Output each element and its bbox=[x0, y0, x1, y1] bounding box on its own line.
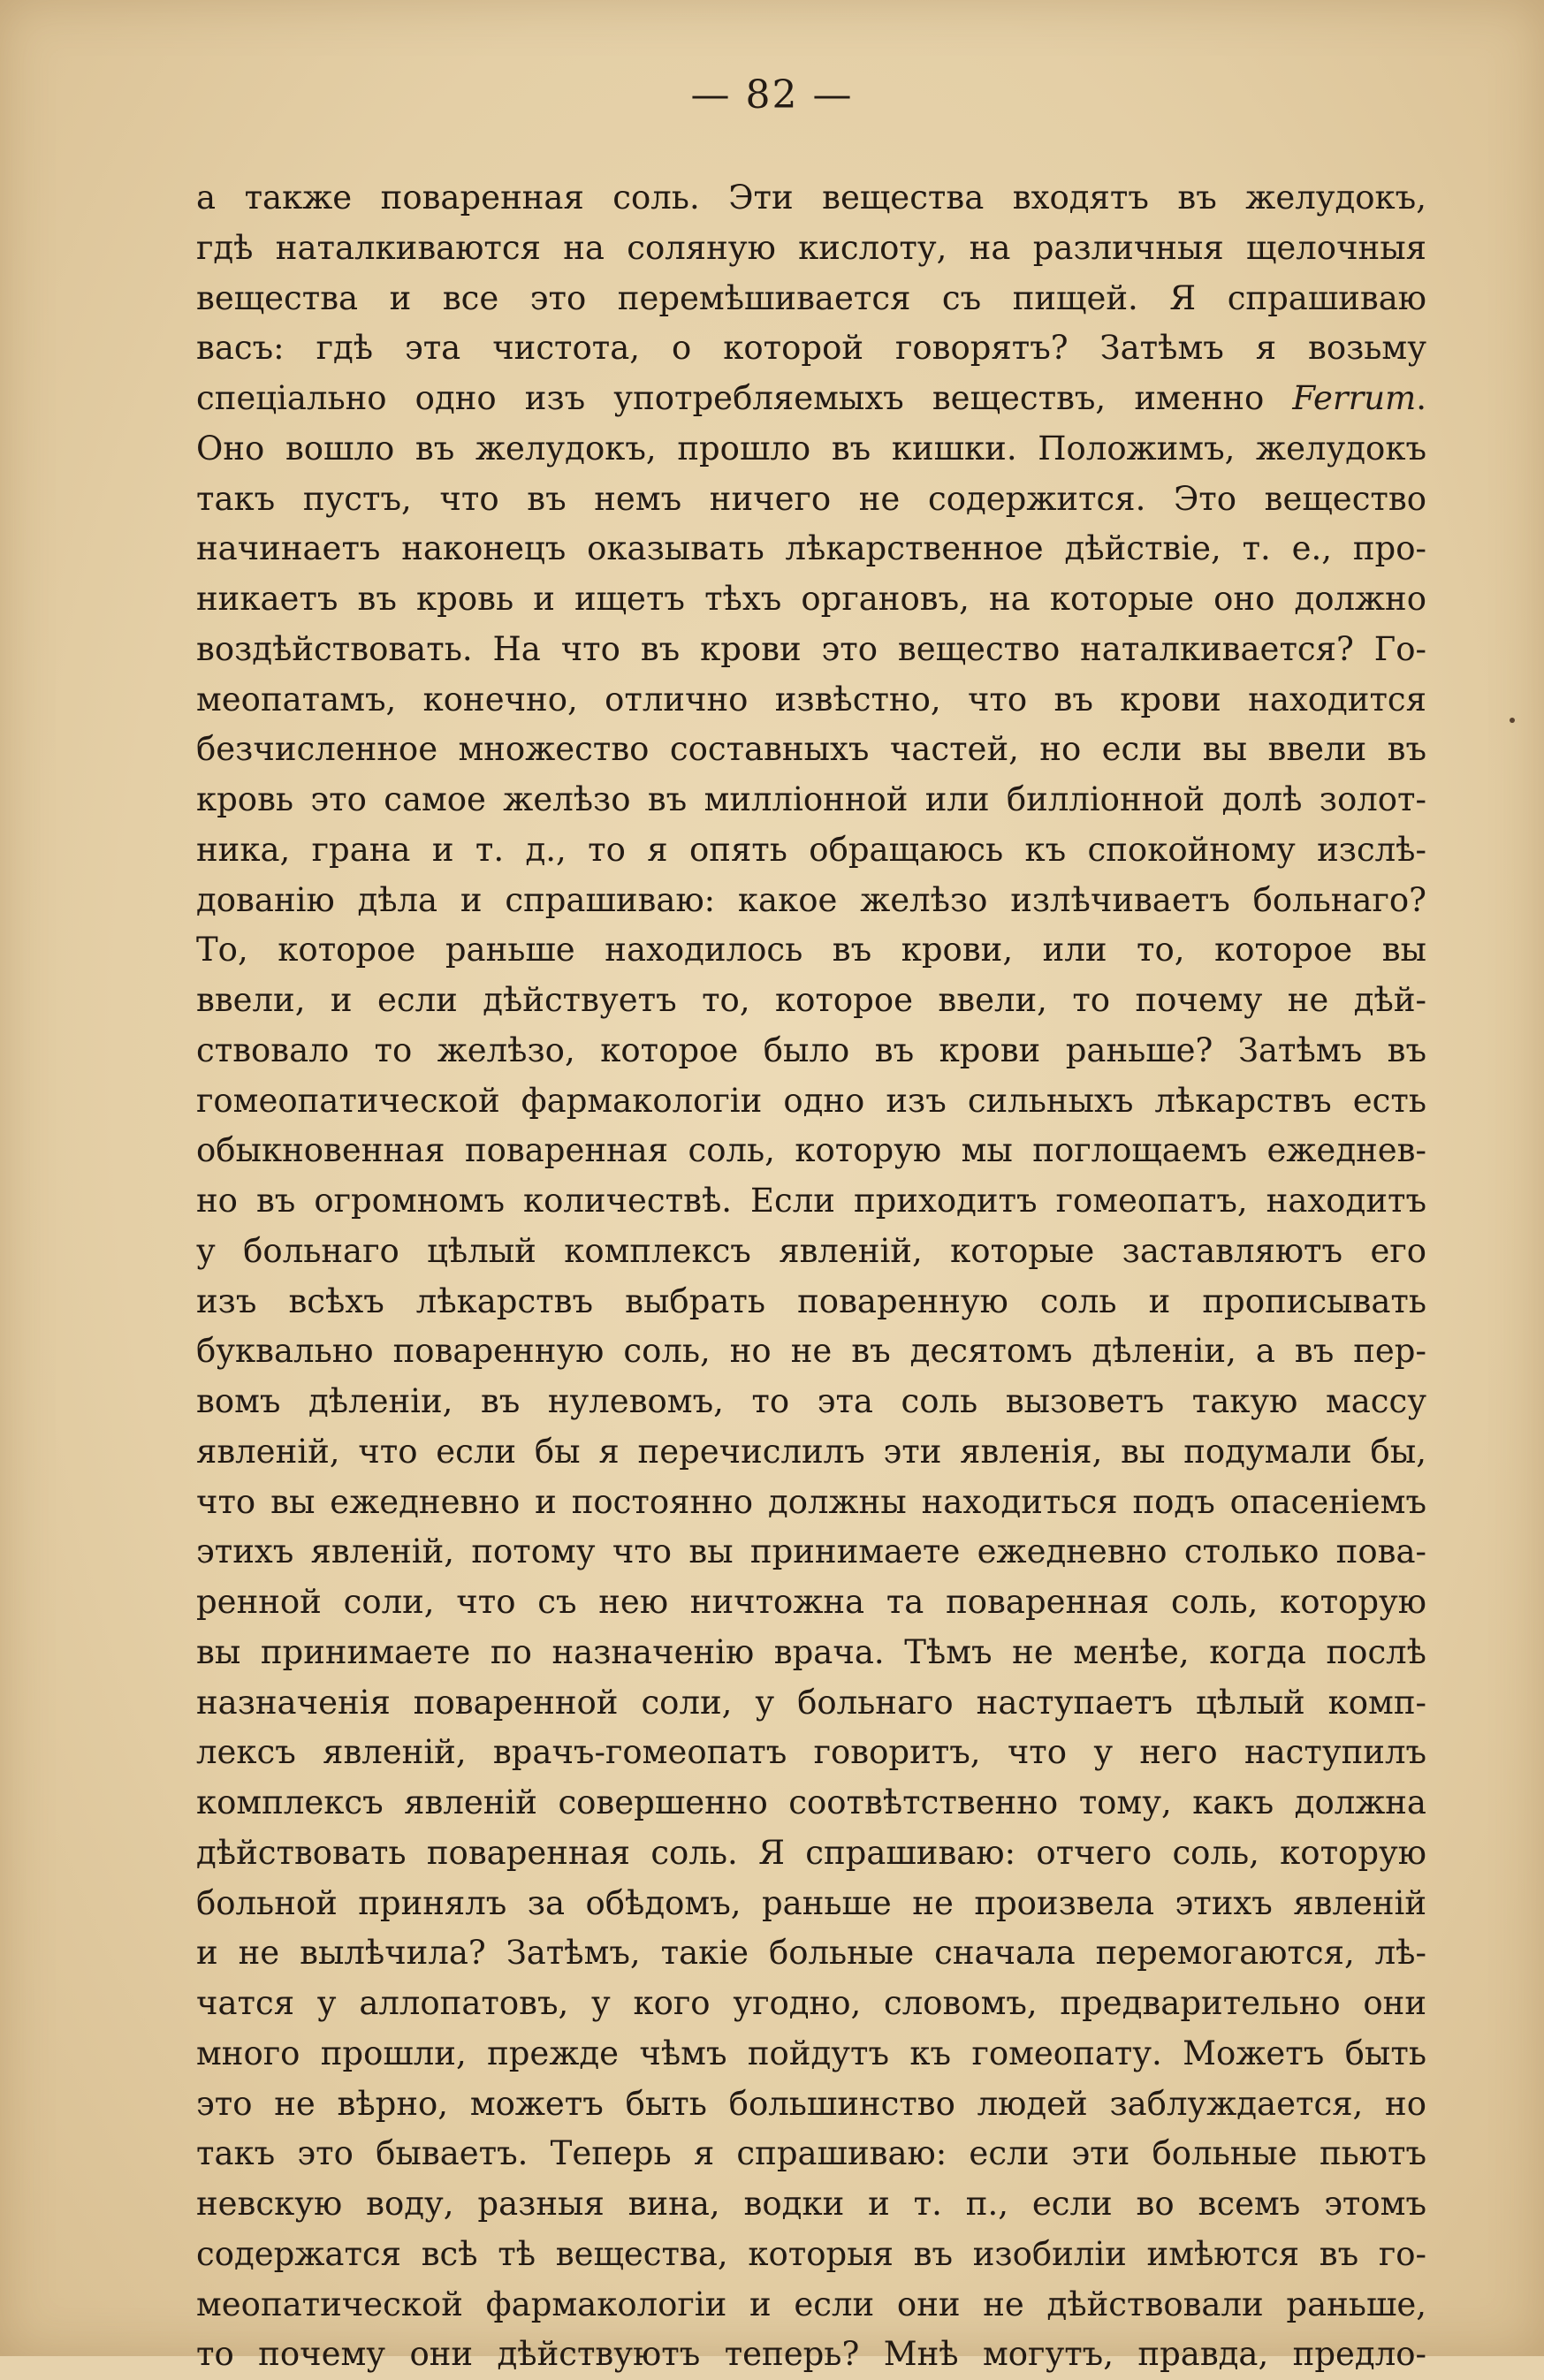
text-line: вы принимаете по назначенію врача. Тѣмъ не менѣе, когда послѣ bbox=[196, 1632, 1426, 1671]
text-line: невскую воду, разныя вина, водки и т. п., если во всемъ этомъ bbox=[196, 2185, 1426, 2223]
text-line: дованію дѣла и спрашиваю: какое желѣзо излѣчиваетъ больнаго? bbox=[196, 880, 1426, 919]
text-line: обыкновенная поваренная соль, которую мы поглощаемъ ежеднев- bbox=[196, 1131, 1426, 1170]
text-line: гомеопатической фармакологіи одно изъ сильныхъ лѣкарствъ есть bbox=[196, 1081, 1426, 1120]
text-line: и не вылѣчила? Затѣмъ, такіе больные сначала перемогаются, лѣ- bbox=[196, 1934, 1426, 1973]
text-line: гдѣ наталкиваются на соляную кислоту, на различныя щелочныя bbox=[196, 228, 1426, 267]
text-line: но въ огромномъ количествѣ. Если приходитъ гомеопатъ, находитъ bbox=[196, 1182, 1426, 1220]
text-line: никаетъ въ кровь и ищетъ тѣхъ органовъ, на которые оно должно bbox=[196, 580, 1426, 618]
body-text bbox=[196, 173, 1426, 2380]
text-line: много прошли, прежде чѣмъ пойдутъ къ гомеопату. Можетъ быть bbox=[196, 2034, 1426, 2072]
text-line: ствовало то желѣзо, которое было въ крови раньше? Затѣмъ въ bbox=[196, 1030, 1426, 1069]
text-line: комплексъ явленій совершенно соотвѣтственно тому, какъ должна bbox=[196, 1783, 1426, 1821]
text-line: это не вѣрно, можетъ быть большинство людей заблуждается, но bbox=[196, 2084, 1426, 2123]
text-line: кровь это самое желѣзо въ милліонной или билліонной долѣ золот- bbox=[196, 780, 1426, 818]
text-line: такъ пустъ, что въ немъ ничего не содержится. Это вещество bbox=[196, 479, 1426, 518]
text-line: что вы ежедневно и постоянно должны находиться подъ опасеніемъ bbox=[196, 1482, 1426, 1521]
text-line: васъ: гдѣ эта чистота, о которой говорятъ? Затѣмъ я возьму bbox=[196, 329, 1426, 368]
text-line: то почему они дѣйствуютъ теперь? Мнѣ могутъ, правда, предло- bbox=[196, 2335, 1426, 2374]
text-line: лексъ явленій, врачъ-гомеопатъ говоритъ, что у него наступилъ bbox=[196, 1733, 1426, 1772]
text-line: изъ всѣхъ лѣкарствъ выбрать поваренную соль и прописывать bbox=[196, 1281, 1426, 1320]
text-line: меопатической фармакологіи и если они не дѣйствовали раньше, bbox=[196, 2285, 1426, 2323]
text-line: ренной соли, что съ нею ничтожна та поваренная соль, которую bbox=[196, 1583, 1426, 1621]
text-line: назначенія поваренной соли, у больнаго наступаетъ цѣлый комп- bbox=[196, 1683, 1426, 1722]
text-line: этихъ явленій, потому что вы принимаете ежедневно столько пова- bbox=[196, 1532, 1426, 1571]
text-line: вещества и все это перемѣшивается съ пищей. Я спрашиваю bbox=[196, 278, 1426, 317]
text-line: а также поваренная соль. Эти вещества входятъ въ желудокъ, bbox=[196, 179, 1426, 217]
text-line: Оно вошло въ желудокъ, прошло въ кишки. Положимъ, желудокъ bbox=[196, 429, 1426, 468]
text-line: безчисленное множество составныхъ частей, но если вы ввели въ bbox=[196, 730, 1426, 769]
text-line: у больнаго цѣлый комплексъ явленій, которые заставляютъ его bbox=[196, 1231, 1426, 1270]
ink-speck bbox=[1510, 718, 1515, 723]
text-line: воздѣйствовать. На что въ крови это вещество наталкивается? Го- bbox=[196, 629, 1426, 668]
text-line: вомъ дѣленіи, въ нулевомъ, то эта соль вызоветъ такую массу bbox=[196, 1382, 1426, 1420]
text-line: больной принялъ за обѣдомъ, раньше не произвела этихъ явленій bbox=[196, 1883, 1426, 1922]
text-line: То, которое раньше находилось въ крови, или то, которое вы bbox=[196, 931, 1426, 969]
text-line: ника, грана и т. д., то я опять обращаюсь къ спокойному изслѣ- bbox=[196, 830, 1426, 869]
text-line: буквально поваренную соль, но не въ десятомъ дѣленіи, а въ пер- bbox=[196, 1332, 1426, 1371]
latin-term: Ferrum bbox=[1292, 379, 1417, 417]
text-line: дѣйствовать поваренная соль. Я спрашиваю: отчего соль, которую bbox=[196, 1833, 1426, 1872]
text-line: меопатамъ, конечно, отлично извѣстно, что въ крови находится bbox=[196, 680, 1426, 719]
page-number: — 82 — bbox=[690, 72, 854, 118]
text-line: такъ это бываетъ. Теперь я спрашиваю: если эти больные пьютъ bbox=[196, 2134, 1426, 2173]
text-line: явленій, что если бы я перечислилъ эти явленія, вы подумали бы, bbox=[196, 1432, 1426, 1471]
text-line: ввели, и если дѣйствуетъ то, которое ввели, то почему не дѣй- bbox=[196, 981, 1426, 1019]
text-line: спеціально одно изъ употребляемыхъ веществъ, именно Ferrum. bbox=[196, 379, 1426, 417]
text-line: чатся у аллопатовъ, у кого угодно, словомъ, предварительно они bbox=[196, 1984, 1426, 2022]
text-line: начинаетъ наконецъ оказывать лѣкарственное дѣйствіе, т. е., про- bbox=[196, 529, 1426, 568]
text-line: содержатся всѣ тѣ вещества, которыя въ изобиліи имѣются въ го- bbox=[196, 2234, 1426, 2273]
